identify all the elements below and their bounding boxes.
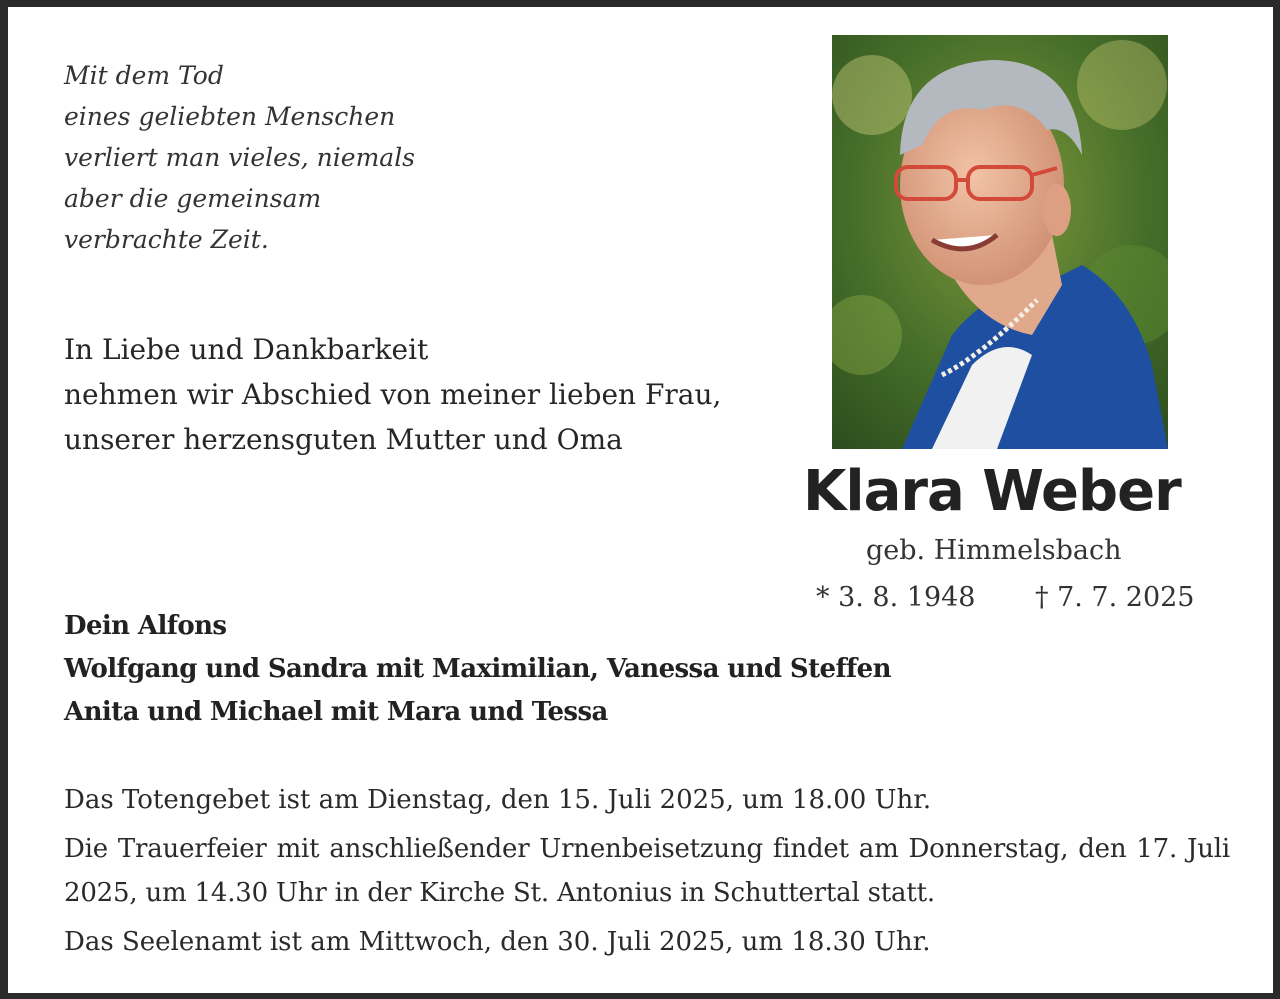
deceased-name: Klara Weber — [803, 459, 1181, 524]
memorial-quote — [64, 55, 415, 260]
quote-line: aber die gemeinsam — [64, 184, 322, 213]
quote-line: Mit dem Tod — [64, 61, 224, 90]
requiem-announcement: Das Seelenamt ist am Mittwoch, den 30. Juli 2025, um 18.30 Uhr. — [64, 927, 931, 957]
intro-line: nehmen wir Abschied von meiner lieben Frau, — [64, 378, 722, 411]
birth-name: geb. Himmelsbach — [866, 535, 1122, 566]
family-line: Dein Alfons — [64, 611, 227, 641]
prayer-announcement: Das Totengebet ist am Dienstag, den 15. Juli 2025, um 18.00 Uhr. — [64, 785, 932, 815]
intro-line: In Liebe und Dankbarkeit — [64, 333, 429, 366]
birth-date: * 3. 8. 1948 — [816, 582, 976, 613]
portrait-photo — [832, 35, 1168, 449]
death-date: † 7. 7. 2025 — [1035, 582, 1195, 613]
quote-line: verbrachte Zeit. — [64, 225, 269, 254]
service-announcements — [64, 777, 1230, 965]
quote-line: verliert man vieles, niemals — [64, 143, 416, 172]
quote-line: eines geliebten Menschen — [64, 102, 396, 131]
intro-text — [64, 327, 721, 462]
family-line: Wolfgang und Sandra mit Maximilian, Vanessa und Steffen — [64, 654, 891, 684]
funeral-announcement: Die Trauerfeier mit anschließender Urnenbeisetzung findet am Donnerstag, den 17. Juli 2025, um 14.30 Uhr in der Kirche St. Antonius in Schuttertal statt. — [64, 834, 1230, 908]
family-line: Anita und Michael mit Mara und Tessa — [64, 697, 608, 727]
family-signatures — [64, 605, 891, 734]
intro-line: unserer herzensguten Mutter und Oma — [64, 423, 623, 456]
